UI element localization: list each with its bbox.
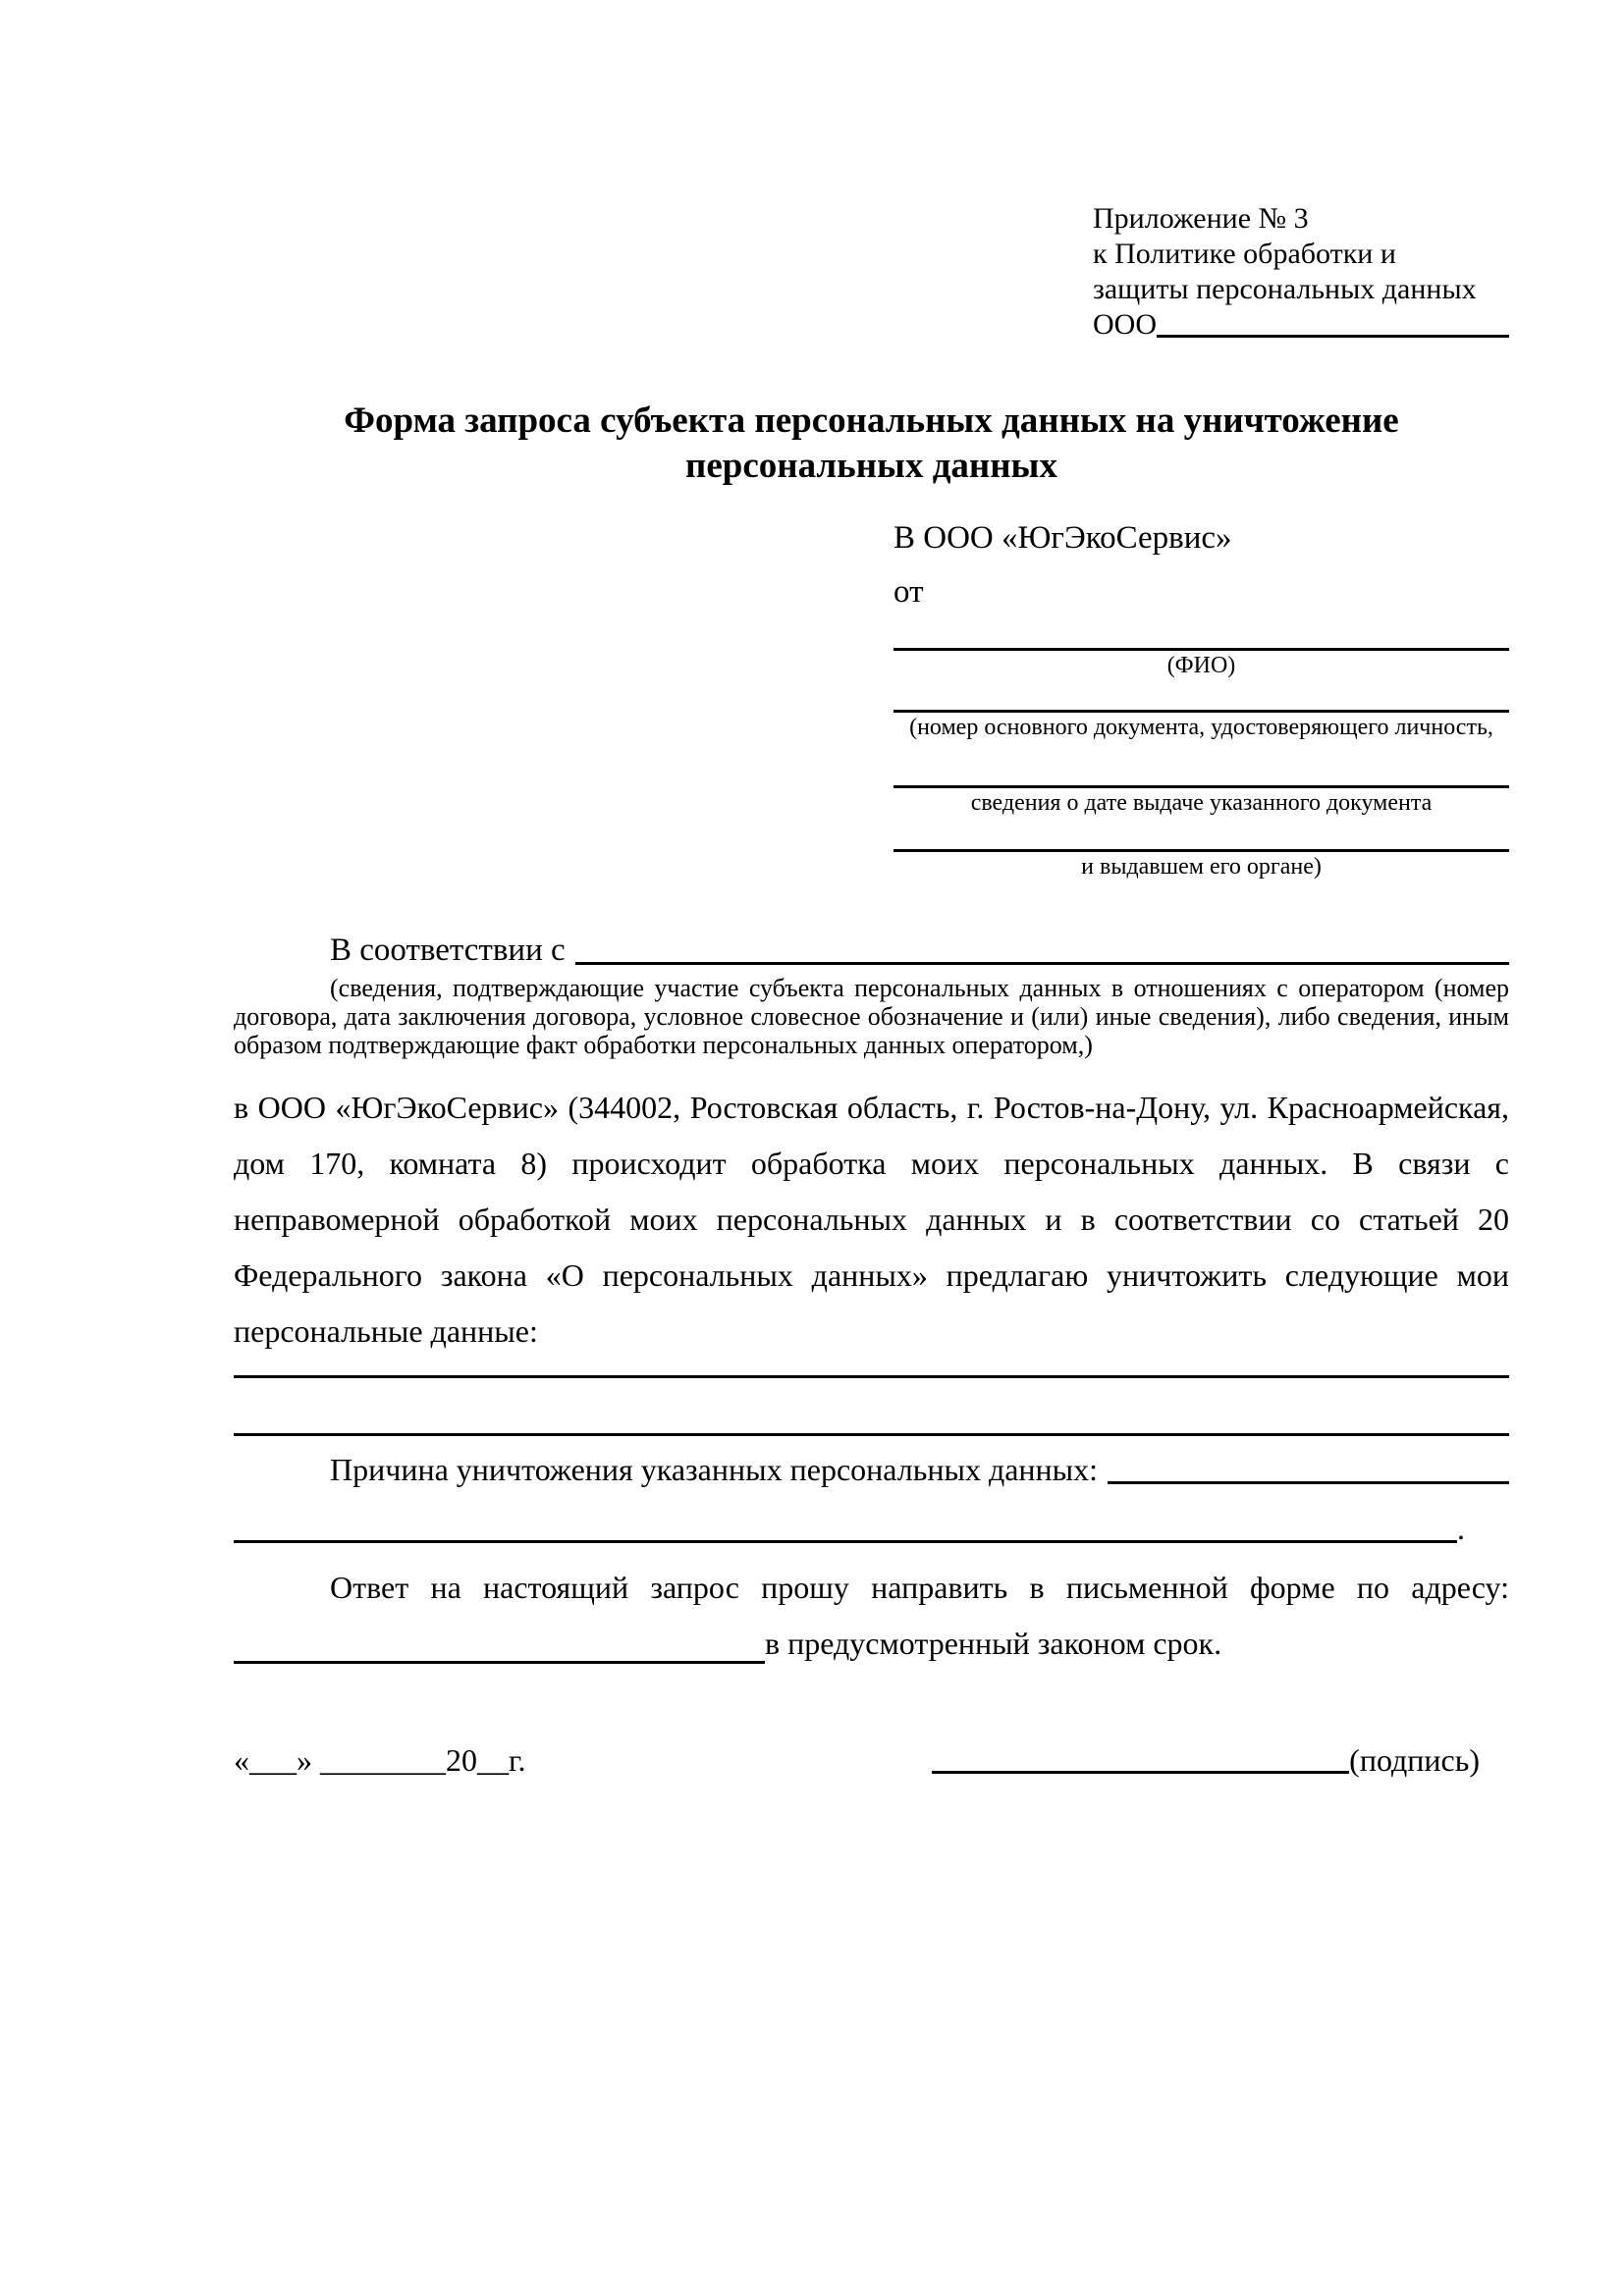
fio-caption: (ФИО)	[1166, 653, 1236, 678]
accordance-row	[234, 931, 1509, 970]
personal-data-blank-line-1	[234, 1360, 1509, 1378]
reason-label: Причина уничтожения указанных персональных данных:	[330, 1452, 1099, 1487]
passport-number-caption: (номер основного документа, удостоверяющего личность,	[909, 715, 1493, 740]
appendix-line-2: к Политике обработки и	[1093, 238, 1396, 270]
reason-line-period: .	[1457, 1511, 1465, 1546]
reason-continuation-row	[234, 1509, 1509, 1548]
issue-date-blank-line	[893, 742, 1509, 788]
passport-number-blank-line	[893, 680, 1509, 713]
footer-row	[234, 1740, 1509, 1780]
accordance-note: (сведения, подтверждающие участие субъекта персональных данных в отношениях с оператором (номер договора, дата заключения договора, условное словесное обозначение и (или) иные сведения), либо сведения, иным образом подтверждающие факт обработки персональных данных оператором,)	[234, 974, 1509, 1059]
addressee-organization: В ООО «ЮгЭкоСервис»	[893, 520, 1232, 556]
ooo-row	[1093, 307, 1509, 343]
reason-continuation-blank-line	[234, 1509, 1457, 1543]
signature-caption: (подпись)	[1349, 1742, 1480, 1778]
response-paragraph: Ответ на настоящий запрос прошу направить в письменной форме по адресу:	[330, 1570, 1509, 1605]
fio-blank-line	[893, 612, 1509, 651]
addressee-block	[893, 518, 1509, 881]
document-title	[234, 399, 1509, 489]
ooo-label: ООО	[1093, 308, 1157, 341]
date-line: «___» ________20__г.	[234, 1742, 526, 1778]
response-tail-row	[234, 1616, 1509, 1672]
personal-data-blank-line-2	[234, 1378, 1509, 1436]
reason-blank-line	[1108, 1450, 1509, 1484]
title-line-2: персональных данных	[685, 446, 1057, 486]
issuing-authority-caption: и выдавшем его органе)	[1081, 854, 1322, 880]
response-address-blank-line	[234, 1616, 765, 1664]
issuing-authority-blank-line	[893, 818, 1509, 852]
appendix-line-1: Приложение № 3	[1093, 202, 1309, 235]
issue-date-caption: сведения о дате выдаче указанного документа	[970, 790, 1433, 816]
ooo-blank-line	[1157, 307, 1509, 338]
body-paragraph: в ООО «ЮгЭкоСервис» (344002, Ростовская область, г. Ростов-на-Дону, ул. Красноармейская, дом 170, комната 8) происходит обработка моих персональных данных. В связи с неправомерной обработкой моих персональных данных и в соответствии со статьей 20 Федерального закона «О персональных данных» предлагаю уничтожить следующие мои персональные данные:	[234, 1090, 1509, 1349]
title-line-1: Форма запроса субъекта персональных данных на уничтожение	[344, 400, 1399, 441]
appendix-line-3: защиты персональных данных	[1093, 273, 1477, 305]
accordance-blank-line	[575, 931, 1509, 965]
response-tail-text: в предусмотренный законом срок.	[765, 1626, 1222, 1661]
from-label: от	[893, 574, 924, 610]
appendix-block	[1093, 201, 1509, 343]
accordance-lead: В соответствии с	[330, 933, 566, 968]
signature-blank-line	[932, 1740, 1349, 1774]
signature-group	[932, 1740, 1480, 1780]
reason-row	[234, 1450, 1509, 1489]
